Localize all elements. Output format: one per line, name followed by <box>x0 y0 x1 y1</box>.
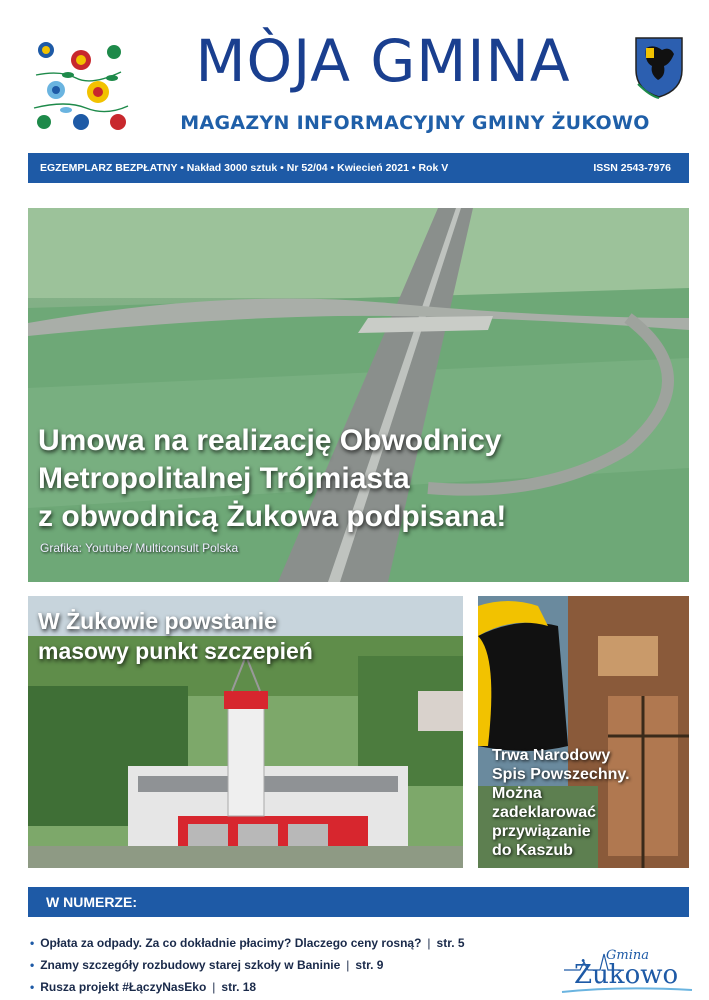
contents-item-title: Znamy szczegóły rozbudowy starej szkoły w Baninie <box>40 958 341 972</box>
census-headline <box>492 746 682 860</box>
issue-info: EGZEMPLARZ BEZPŁATNY • Nakład 3000 sztuk • Nr 52/04 • Kwiecień 2021 • Rok V <box>40 162 449 174</box>
separator: | <box>212 980 216 994</box>
issn: ISSN 2543-7976 <box>593 162 671 174</box>
contents-list <box>30 932 465 998</box>
contents-heading: W NUMERZE: <box>28 887 689 917</box>
census-headline-line: przywiązanie <box>492 823 591 840</box>
vaccination-headline-line: W Żukowie powstanie <box>38 608 277 634</box>
contents-item-page: str. 5 <box>436 936 465 950</box>
magazine-subtitle: MAGAZYN INFORMACYJNY GMINY ŻUKOWO <box>180 112 650 134</box>
bullet-icon: • <box>30 980 35 994</box>
census-article[interactable] <box>478 596 689 868</box>
magazine-title: MÒJA GMINA <box>195 27 571 95</box>
census-headline-line: do Kaszub <box>492 842 573 859</box>
census-headline-line: zadeklarować <box>492 804 597 821</box>
gmina-zukowo-logo <box>560 940 695 996</box>
logo-large-text: Żukowo <box>574 960 679 990</box>
separator: | <box>346 958 350 972</box>
bullet-icon: • <box>30 936 35 950</box>
hero-article[interactable] <box>28 208 689 582</box>
vaccination-headline <box>38 606 313 666</box>
contents-item[interactable] <box>30 954 465 976</box>
hero-headline-line: z obwodnicą Żukowa podpisana! <box>38 500 507 533</box>
contents-item[interactable] <box>30 976 465 998</box>
vaccination-article[interactable] <box>28 596 463 868</box>
contents-item-page: str. 9 <box>355 958 384 972</box>
bullet-icon: • <box>30 958 35 972</box>
logo-small-text: Gmina <box>606 948 649 963</box>
hero-headline <box>38 422 678 536</box>
issue-info-bar <box>28 153 689 183</box>
hero-headline-line: Metropolitalnej Trójmiasta <box>38 462 410 495</box>
census-headline-line: Spis Powszechny. <box>492 766 630 783</box>
contents-item-title: Rusza projekt #ŁączyNasEko <box>40 980 207 994</box>
vaccination-headline-line: masowy punkt szczepień <box>38 638 313 664</box>
census-headline-line: Można <box>492 785 542 802</box>
contents-item-page: str. 18 <box>221 980 257 994</box>
folk-ornament-icon <box>26 30 136 140</box>
hero-headline-line: Umowa na realizację Obwodnicy <box>38 424 502 457</box>
contents-item-title: Opłata za odpady. Za co dokładnie płacimy? Dlaczego ceny rosną? <box>40 936 422 950</box>
image-credit: Grafika: Youtube/ Multiconsult Polska <box>40 541 239 555</box>
coat-of-arms-icon <box>630 34 688 100</box>
separator: | <box>427 936 431 950</box>
census-headline-line: Trwa Narodowy <box>492 747 611 764</box>
contents-item[interactable] <box>30 932 465 954</box>
